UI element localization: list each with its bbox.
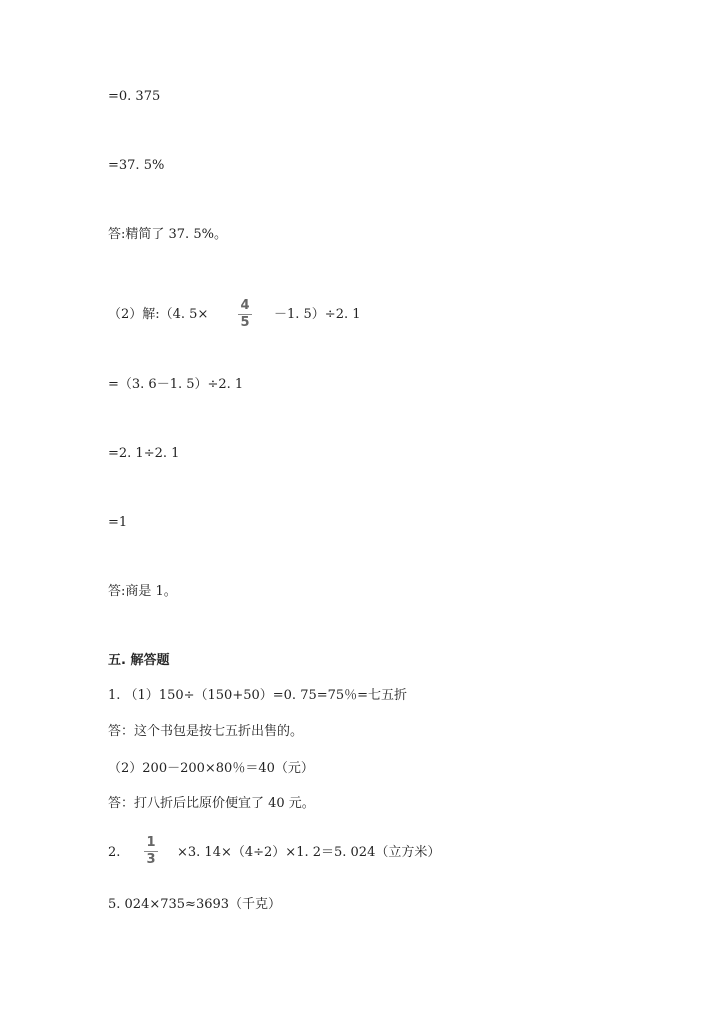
problem-2-step-2: =2. 1÷2. 1 [108,446,180,461]
fraction-denominator: 5 [240,315,250,330]
q1-part-1: 1. （1）150÷（150+50）=0. 75=75％=七五折 [108,688,408,703]
fraction-numerator: 4 [240,298,250,313]
q1-part-2: （2）200－200×80％＝40（元） [108,761,314,776]
q2-line-2: 5. 024×735≈3693（千克） [108,897,282,912]
q1-answer-1: 答：这个书包是按七五折出售的。 [108,724,304,739]
problem-2-step-3: =1 [108,515,128,530]
problem-2-answer: 答:商是 1。 [108,584,177,599]
fraction-denominator: 3 [146,852,156,867]
section-5-title: 五. 解答题 [108,653,170,668]
q2-expression: ×3. 14×（4÷2）×1. 2＝5. 024（立方米） [177,845,441,860]
q1-answer-2: 答：打八折后比原价便宜了 40 元。 [108,796,315,811]
problem-2-prefix: （2）解:（4. 5× [108,307,209,322]
fraction-four-fifths [238,299,252,330]
fraction-numerator: 1 [146,835,156,850]
solution-step-1: =0. 375 [108,89,161,104]
solution-answer: 答:精简了 37. 5%。 [108,227,227,242]
q2-label: 2. [108,845,121,860]
problem-2-suffix: －1. 5）÷2. 1 [274,307,361,322]
fraction-one-third [144,836,158,867]
problem-2-step-1: =（3. 6－1. 5）÷2. 1 [108,377,244,392]
solution-step-2: =37. 5% [108,158,165,173]
